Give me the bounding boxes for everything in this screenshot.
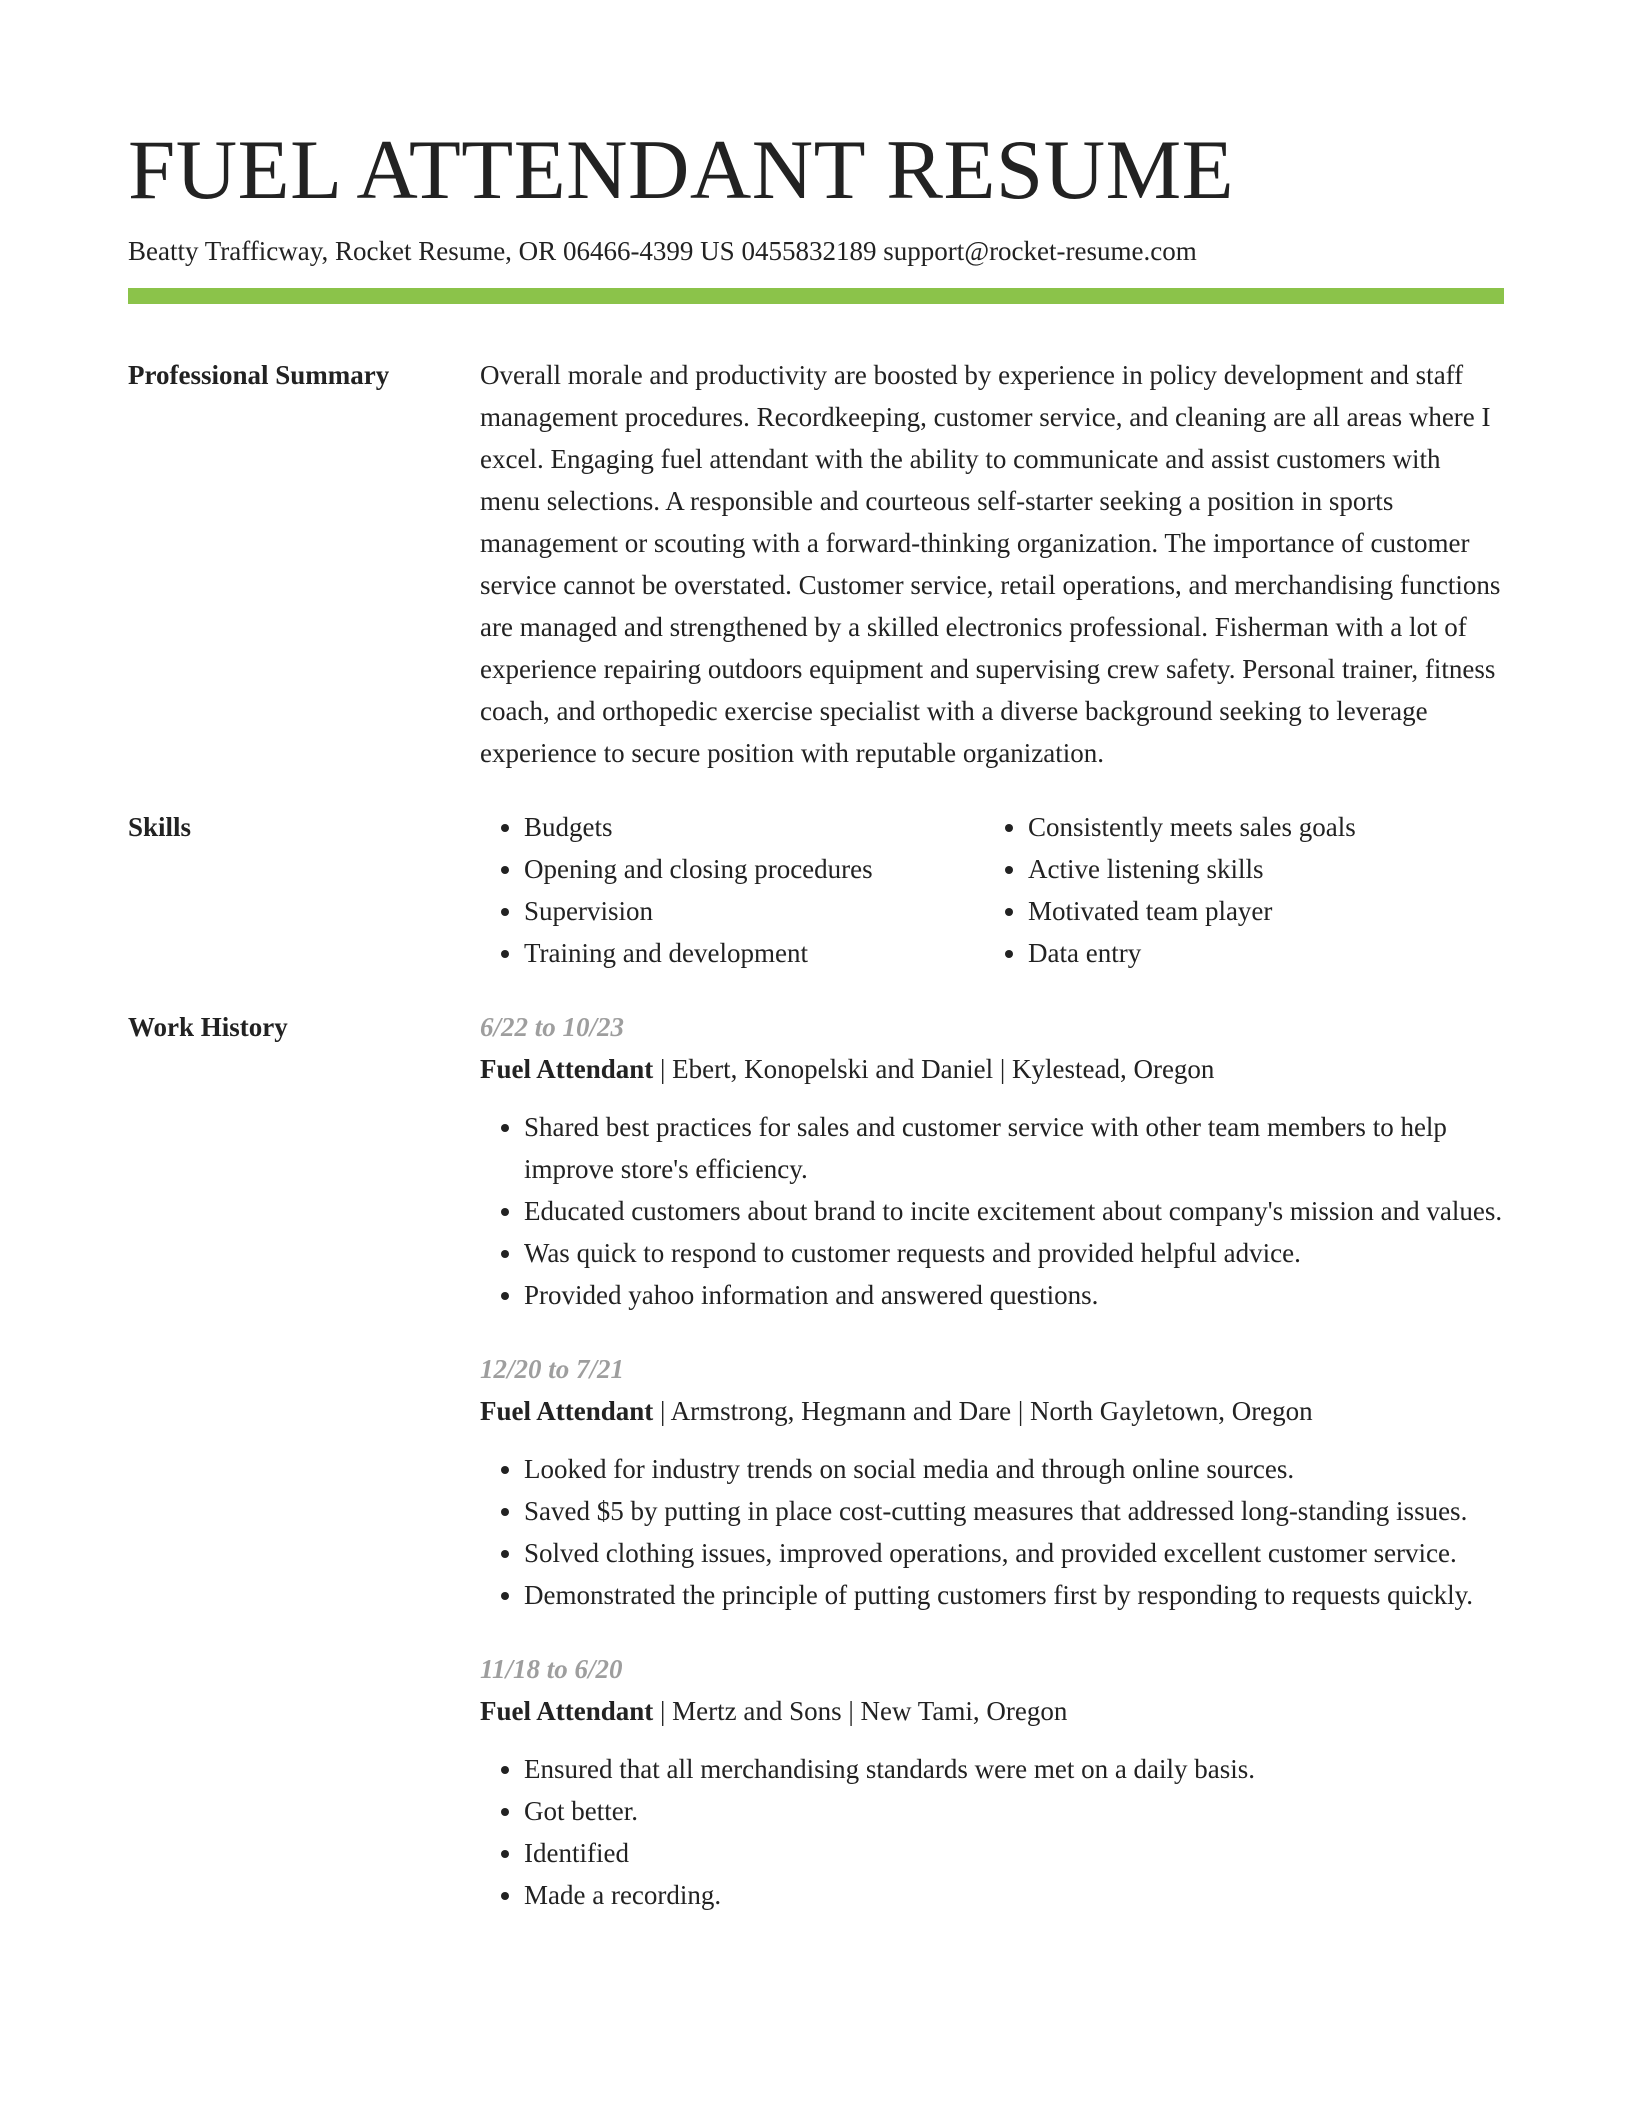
job-title: Fuel Attendant [480,1396,654,1426]
job-entry [480,1348,1504,1616]
job-bullet: • Solved clothing issues, improved operations, and provided excellent customer service. [524,1532,1504,1574]
job-entry [480,1648,1504,1916]
skill-item: • Consistently meets sales goals [1028,806,1488,848]
skill-item: • Training and development [524,932,984,974]
skills-list-left [480,806,984,974]
job-employer-location: | Mertz and Sons | New Tami, Oregon [653,1696,1068,1726]
work-history-body [480,1006,1504,1916]
resume-title: FUEL ATTENDANT RESUME [128,123,1235,217]
skill-item: • Opening and closing procedures [524,848,984,890]
skill-item: • Budgets [524,806,984,848]
job-heading [480,1048,1504,1090]
job-bullet: • Demonstrated the principle of putting customers first by responding to requests quickly. [524,1574,1504,1616]
job-dates: 6/22 to 10/23 [480,1012,625,1042]
job-bullet: • Made a recording. [524,1874,1504,1916]
job-bullet: • Was quick to respond to customer requests and provided helpful advice. [524,1232,1504,1274]
job-bullets [480,1106,1504,1316]
contact-address: Beatty Trafficway, Rocket Resume, OR 06466-4399 US [128,236,735,266]
job-heading [480,1690,1504,1732]
work-history-heading: Work History [128,1012,288,1042]
job-heading [480,1390,1504,1432]
job-title: Fuel Attendant [480,1696,654,1726]
job-bullets [480,1748,1504,1916]
skill-item: • Data entry [1028,932,1488,974]
skills-list-right [984,806,1488,974]
job-bullet: • Provided yahoo information and answered questions. [524,1274,1504,1316]
job-dates: 12/20 to 7/21 [480,1354,625,1384]
skill-item: • Motivated team player [1028,890,1488,932]
job-bullet: • Saved $5 by putting in place cost-cutting measures that addressed long-standing issues. [524,1490,1504,1532]
skills-section [128,806,1504,974]
skill-item: • Active listening skills [1028,848,1488,890]
contact-phone: 0455832189 [741,236,877,266]
resume-page [128,0,1504,1916]
job-bullet: • Shared best practices for sales and customer service with other team members to help improve store's efficiency. [524,1106,1504,1190]
summary-body [480,354,1504,774]
job-title: Fuel Attendant [480,1054,654,1084]
contact-email: support@rocket-resume.com [883,236,1197,266]
job-bullet: • Got better. [524,1790,1504,1832]
summary-text: Overall morale and productivity are boosted by experience in policy development and staff management procedures. Recordkeeping, customer service, and cleaning are all areas where I excel. Engaging fuel attendant with the ability to communicate and assist customers with menu selections. A responsible and courteous self-starter seeking a position in sports management or scouting with a forward-thinking organization. The importance of customer service cannot be overstated. Customer service, retail operations, and merchandising functions are managed and strengthened by a skilled electronics professional. Fisherman with a lot of experience repairing outdoors equipment and supervising crew safety. Personal trainer, fitness coach, and orthopedic exercise specialist with a diverse background seeking to leverage experience to secure position with reputable organization. [480,360,1501,768]
job-employer-location: | Ebert, Konopelski and Daniel | Kylestead, Oregon [653,1054,1215,1084]
accent-divider [128,288,1504,304]
work-history-section [128,1006,1504,1916]
job-bullet: • Educated customers about brand to incite excitement about company's mission and values. [524,1190,1504,1232]
summary-heading: Professional Summary [128,360,390,390]
job-dates: 11/18 to 6/20 [480,1654,623,1684]
job-bullet: • Ensured that all merchandising standards were met on a daily basis. [524,1748,1504,1790]
job-employer-location: | Armstrong, Hegmann and Dare | North Gayletown, Oregon [653,1396,1313,1426]
skills-grid [480,806,1504,974]
job-bullets [480,1448,1504,1616]
job-entry [480,1006,1504,1316]
contact-line [128,234,1504,268]
job-bullet: • Identified [524,1832,1504,1874]
skill-item: • Supervision [524,890,984,932]
job-bullet: • Looked for industry trends on social media and through online sources. [524,1448,1504,1490]
skills-heading: Skills [128,812,192,842]
summary-section [128,354,1504,774]
